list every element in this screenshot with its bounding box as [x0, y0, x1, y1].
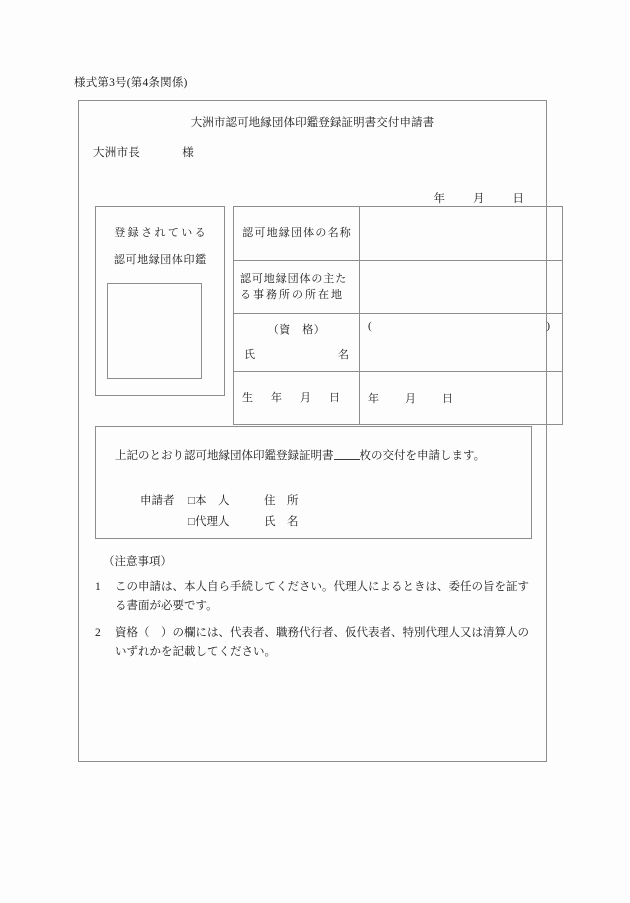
applicant-section [140, 491, 299, 534]
document-title: 大洲市認可地縁団体印鑑登録証明書交付申請書 [190, 117, 435, 129]
note-number-2: 2 [95, 627, 101, 640]
note-text-2: 資格（ ）の欄には、代表者、職務代行者、仮代表者、特別代理人又は清算人のいずれかを記載してください。 [115, 627, 529, 658]
statement-after-text: 枚の交付を申請します。 [359, 450, 486, 462]
notes-title: （注意事項） [103, 556, 172, 568]
table-row-birth-date [234, 372, 563, 425]
field-name-label: 氏 名 [264, 516, 299, 529]
note-text-1: この申請は、本人自ら手続してください。代理人によるときは、委任の旨を証する書面が必要です。 [115, 581, 529, 612]
applicant-row-self [140, 491, 299, 512]
label-qualification-name [234, 314, 360, 372]
application-statement [115, 447, 485, 463]
label-office-address: 認可地縁団体の主た る事務所の所在地 [234, 261, 360, 314]
paren-close: ) [546, 320, 550, 332]
statement-before-text: 上記のとおり認可地縁団体印鑑登録証明書 [115, 450, 334, 462]
addressee-name: 大洲市長 [93, 147, 141, 159]
date-day-label: 日 [512, 193, 524, 205]
applicant-row-agent [140, 512, 299, 533]
seal-box-caption-line2: 認可地縁団体印鑑 [113, 254, 207, 266]
value-office-address[interactable] [360, 261, 563, 314]
checkbox-agent[interactable]: □代理人 [188, 516, 230, 529]
seal-box-caption-line1: 登録されている [114, 227, 209, 239]
table-row-organization-name [234, 207, 563, 261]
date-month-label: 月 [473, 193, 485, 205]
submission-date-line [434, 190, 525, 206]
notes-section [95, 553, 532, 662]
addressee [93, 144, 194, 160]
value-organization-name[interactable] [360, 207, 563, 261]
table-row-qualification-name [234, 314, 563, 372]
label-qualification: （資 格） [267, 324, 326, 336]
birth-day-label: 日 [442, 393, 453, 405]
label-birth-date: 生 年 月 日 [234, 372, 360, 425]
paren-open: ( [368, 320, 372, 332]
copies-count-blank[interactable] [334, 459, 360, 460]
note-item-1 [95, 578, 532, 615]
label-organization-name: 認可地縁団体の名称 [234, 207, 360, 261]
addressee-honorific: 様 [182, 147, 194, 159]
form-outer-frame [78, 100, 550, 762]
value-birth-date[interactable] [360, 372, 563, 425]
form-number: 様式第3号(第4条関係) [74, 77, 188, 89]
applicant-info-table [233, 206, 563, 425]
registered-seal-box [95, 206, 225, 396]
birth-year-label: 年 [368, 393, 379, 405]
note-item-2 [95, 624, 532, 661]
date-year-label: 年 [433, 193, 445, 205]
birth-month-label: 月 [405, 393, 416, 405]
label-name-first-char: 氏 [244, 348, 255, 361]
seal-stamp-area[interactable] [107, 283, 202, 379]
application-statement-box [95, 426, 532, 539]
label-name-second-char: 名 [338, 348, 349, 361]
checkbox-self[interactable]: □本 人 [188, 495, 230, 507]
table-row-office-address [234, 261, 563, 314]
applicant-label: 申請者 [140, 495, 175, 507]
field-address-label: 住 所 [264, 495, 299, 507]
note-number-1: 1 [95, 581, 101, 593]
value-qualification-name[interactable] [360, 314, 563, 372]
